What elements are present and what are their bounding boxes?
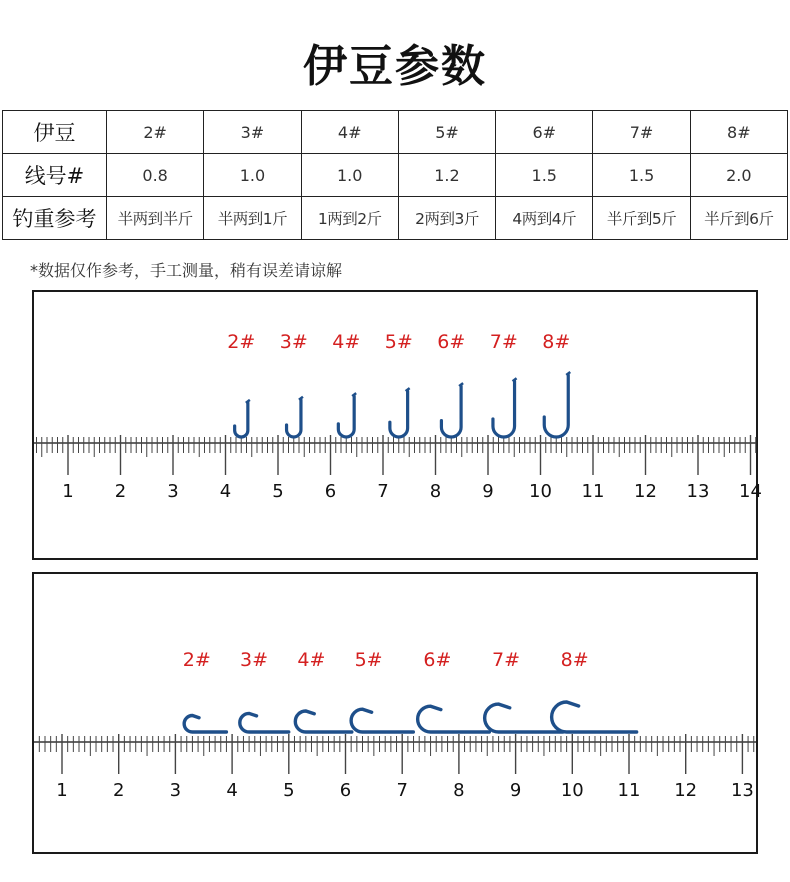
ruler-number: 2	[114, 481, 127, 502]
ruler-illustration	[34, 574, 756, 852]
hook-size-label: 2#	[227, 331, 256, 353]
table-cell: 4两到4斤	[496, 197, 593, 240]
fish-hook	[235, 400, 250, 437]
fish-hook	[544, 372, 570, 437]
table-cell: 半斤到5斤	[593, 197, 690, 240]
row-label: 钓重参考	[3, 197, 107, 240]
ruler-number: 5	[283, 780, 295, 801]
ruler	[34, 734, 756, 801]
hook-ruler-photo-flat	[32, 572, 758, 854]
ruler-number: 10	[560, 780, 584, 801]
table-row-line	[3, 154, 788, 197]
ruler-number: 3	[169, 780, 182, 801]
ruler-number: 8	[453, 780, 465, 801]
hook-size-label: 6#	[423, 649, 452, 671]
ruler-number: 4	[219, 481, 232, 502]
table-cell: 2#	[107, 111, 204, 154]
table-cell: 1.0	[204, 154, 301, 197]
ruler-number: 11	[581, 481, 605, 502]
page-title: 伊豆参数	[303, 41, 487, 92]
fish-hook	[240, 713, 289, 732]
fish-hook	[441, 383, 463, 437]
fish-hook	[390, 388, 410, 437]
ruler-illustration	[34, 292, 762, 558]
ruler-number: 1	[62, 481, 74, 502]
hook-size-label: 3#	[240, 649, 269, 671]
ruler-number: 10	[529, 481, 552, 502]
row-label: 伊豆	[3, 111, 107, 154]
fish-hook	[418, 706, 490, 732]
fish-hook	[351, 709, 413, 732]
table-cell: 0.8	[107, 154, 204, 197]
ruler-number: 11	[617, 780, 641, 801]
hook-size-label: 4#	[297, 649, 326, 671]
ruler-number: 6	[339, 780, 352, 801]
spec-table	[2, 110, 788, 240]
table-cell: 1.5	[593, 154, 690, 197]
table-cell: 半两到半斤	[107, 197, 204, 240]
ruler-number: 2	[112, 780, 125, 801]
hook-size-label: 5#	[354, 649, 383, 671]
fish-hook	[184, 716, 226, 733]
ruler-number: 13	[730, 780, 754, 801]
fish-hook	[295, 711, 352, 732]
table-cell: 半斤到6斤	[690, 197, 787, 240]
table-cell: 8#	[690, 111, 787, 154]
row-label: 线号#	[3, 154, 107, 197]
ruler	[34, 435, 762, 502]
hook-ruler-photo-side	[32, 290, 762, 560]
disclaimer-note: *数据仅作参考，手工测量，稍有误差请谅解	[30, 261, 343, 280]
hook-size-label: 8#	[560, 649, 589, 671]
hook-size-label: 6#	[437, 331, 466, 353]
ruler-number: 4	[226, 780, 238, 801]
table-cell: 1.0	[301, 154, 398, 197]
table-cell: 2两到3斤	[398, 197, 495, 240]
ruler-number: 9	[509, 780, 522, 801]
fish-hook	[493, 378, 517, 437]
table-cell: 1两到2斤	[301, 197, 398, 240]
fish-hook	[287, 397, 303, 437]
hook-size-label: 3#	[279, 331, 308, 353]
ruler-number: 8	[429, 481, 442, 502]
ruler-number: 6	[324, 481, 337, 502]
ruler-number: 12	[674, 780, 698, 801]
hook-size-label: 7#	[489, 331, 518, 353]
hook-size-label: 5#	[384, 331, 413, 353]
ruler-number: 9	[482, 481, 494, 502]
table-cell: 3#	[204, 111, 301, 154]
ruler-number: 1	[56, 780, 68, 801]
table-row-size	[3, 111, 788, 154]
table-cell: 半两到1斤	[204, 197, 301, 240]
table-cell: 1.5	[496, 154, 593, 197]
ruler-number: 12	[634, 481, 657, 502]
table-cell: 2.0	[690, 154, 787, 197]
table-cell: 1.2	[398, 154, 495, 197]
table-cell: 5#	[398, 111, 495, 154]
hook-size-label: 7#	[492, 649, 521, 671]
ruler-number: 5	[272, 481, 284, 502]
ruler-number: 14	[739, 481, 762, 502]
hook-size-label: 8#	[542, 331, 571, 353]
fish-hook	[338, 393, 356, 437]
ruler-number: 7	[377, 481, 389, 502]
hook-size-label: 4#	[332, 331, 361, 353]
fish-hook	[552, 702, 637, 732]
ruler-number: 13	[686, 481, 710, 502]
table-row-weight	[3, 197, 788, 240]
table-cell: 7#	[593, 111, 690, 154]
table-cell: 4#	[301, 111, 398, 154]
ruler-number: 3	[167, 481, 179, 502]
ruler-number: 7	[396, 780, 408, 801]
hook-size-label: 2#	[182, 649, 211, 671]
table-cell: 6#	[496, 111, 593, 154]
